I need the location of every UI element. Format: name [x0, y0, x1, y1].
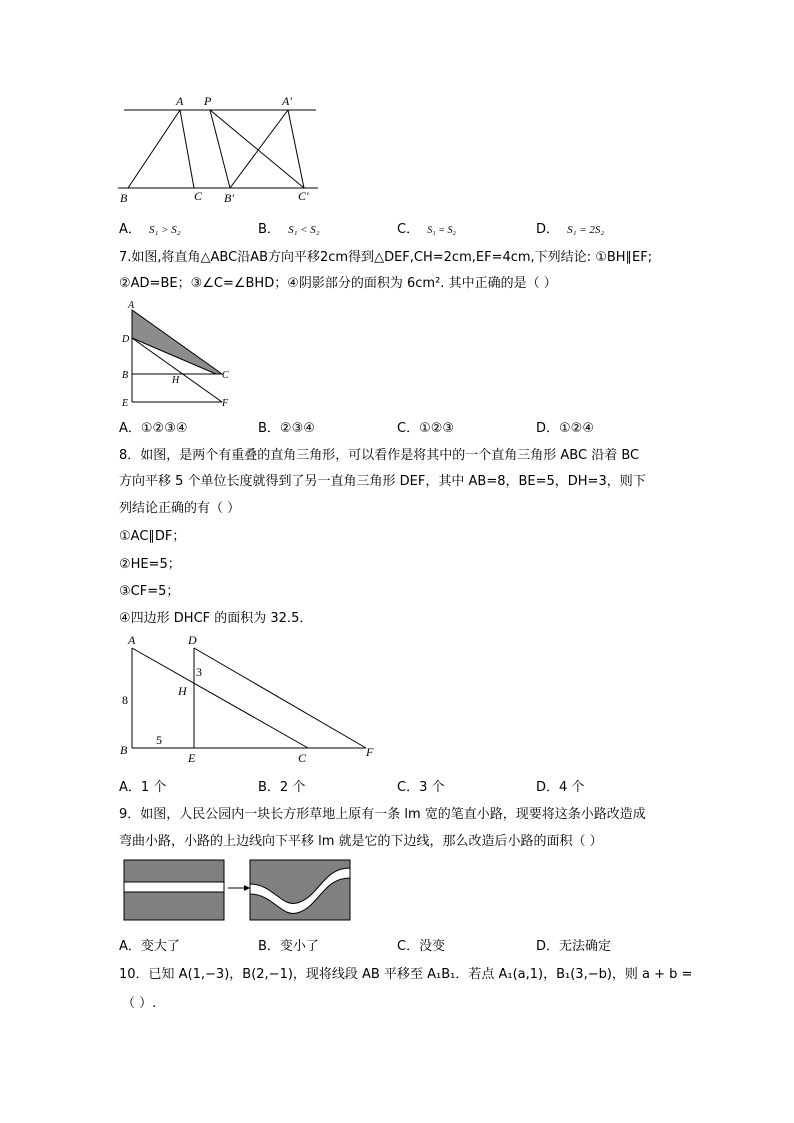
- q8-figure: [118, 632, 388, 768]
- q7-option-a[interactable]: A．①②③④: [119, 421, 188, 436]
- label-5: 5: [156, 733, 162, 747]
- label-F: F: [222, 398, 229, 409]
- label-C: C: [222, 370, 229, 381]
- label-E: E: [188, 751, 196, 765]
- label-B: B: [120, 743, 128, 757]
- label-F: F: [366, 745, 374, 759]
- q8-statement-4: ④四边形 DHCF 的面积为 32.5．: [119, 611, 313, 626]
- label-3: 3: [196, 665, 202, 679]
- q9-option-b[interactable]: B．变小了: [258, 939, 319, 954]
- q7-stem-line1: 7.如图,将直角△ABC沿AB方向平移2cm得到△DEF,CH=2cm,EF=4cm,下列结论: ①BH∥EF;: [119, 250, 653, 265]
- q7-stem-line2: ②AD=BE；③∠C=∠BHD；④阴影部分的面积为 6cm². 其中正确的是（ ）: [119, 276, 557, 291]
- label-C-prime: C′: [298, 189, 309, 203]
- q6-option-d[interactable]: D． S₁ = 2S₂: [536, 222, 605, 237]
- q7-option-b[interactable]: B．②③④: [258, 421, 315, 436]
- label-B: B: [120, 191, 128, 205]
- label-8: 8: [122, 693, 128, 707]
- q6-option-a[interactable]: A． S₁ > S₂: [119, 222, 181, 237]
- label-D: D: [188, 633, 197, 647]
- q8-option-d[interactable]: D．4 个: [536, 780, 585, 795]
- label-H: H: [178, 684, 187, 698]
- q7-option-c[interactable]: C．①②③: [397, 421, 455, 436]
- q9-stem-line2: 弯曲小路，小路的上边线向下平移 lm 就是它的下边线，那么改造后小路的面积（ ）: [119, 834, 603, 849]
- arrow-icon: [244, 885, 250, 891]
- q8-stem-line1: 8．如图，是两个有重叠的直角三角形，可以看作是将其中的一个直角三角形 ABC 沿着 BC: [119, 448, 640, 463]
- q7-figure: [118, 298, 238, 410]
- label-P: P: [204, 94, 212, 108]
- label-A: A: [128, 300, 135, 311]
- label-B-prime: B′: [224, 191, 234, 205]
- q8-stem-line3: 列结论正确的有（ ）: [119, 501, 241, 516]
- q9-stem-line1: 9．如图，人民公园内一块长方形草地上原有一条 lm 宽的笔直小路，现要将这条小路改造成: [119, 807, 646, 822]
- q6-figure: [118, 92, 328, 207]
- q10-stem-line1: 10．已知 A(1,−3)，B(2,−1)，现将线段 AB 平移至 A₁B₁．若点 A₁(a,1)，B₁(3,−b)，则 a + b =: [119, 967, 693, 982]
- q6-option-b[interactable]: B． S₁ < S₂: [258, 222, 320, 237]
- q9-option-c[interactable]: C．没变: [397, 939, 446, 954]
- q8-option-c[interactable]: C．3 个: [397, 780, 445, 795]
- label-D: D: [122, 334, 130, 345]
- label-A-prime: A′: [282, 94, 292, 108]
- q8-option-a[interactable]: A．1 个: [119, 780, 167, 795]
- q10-stem-line2: （ ）.: [122, 996, 157, 1011]
- q6-option-c[interactable]: C． S₁ = S₂: [397, 222, 456, 237]
- q9-option-a[interactable]: A．变大了: [119, 939, 180, 954]
- q8-statement-2: ②HE=5；: [119, 557, 181, 572]
- shaded-region: [132, 310, 222, 374]
- label-A: A: [128, 633, 136, 647]
- q8-option-b[interactable]: B．2 个: [258, 780, 306, 795]
- label-A: A: [176, 94, 184, 108]
- label-H: H: [172, 375, 180, 386]
- straight-path: [124, 882, 224, 892]
- q8-statement-3: ③CF=5；: [119, 584, 180, 599]
- q8-statement-1: ①AC∥DF；: [119, 529, 186, 544]
- q9-option-d[interactable]: D．无法确定: [536, 939, 612, 954]
- label-B: B: [122, 370, 129, 381]
- q7-option-d[interactable]: D．①②④: [536, 421, 594, 436]
- label-C: C: [298, 751, 307, 765]
- label-C: C: [194, 189, 203, 203]
- label-E: E: [122, 398, 129, 409]
- q8-stem-line2: 方向平移 5 个单位长度就得到了另一直角三角形 DEF，其中 AB=8，BE=5，DH=3，则下: [119, 474, 646, 489]
- q9-figure: [124, 858, 354, 922]
